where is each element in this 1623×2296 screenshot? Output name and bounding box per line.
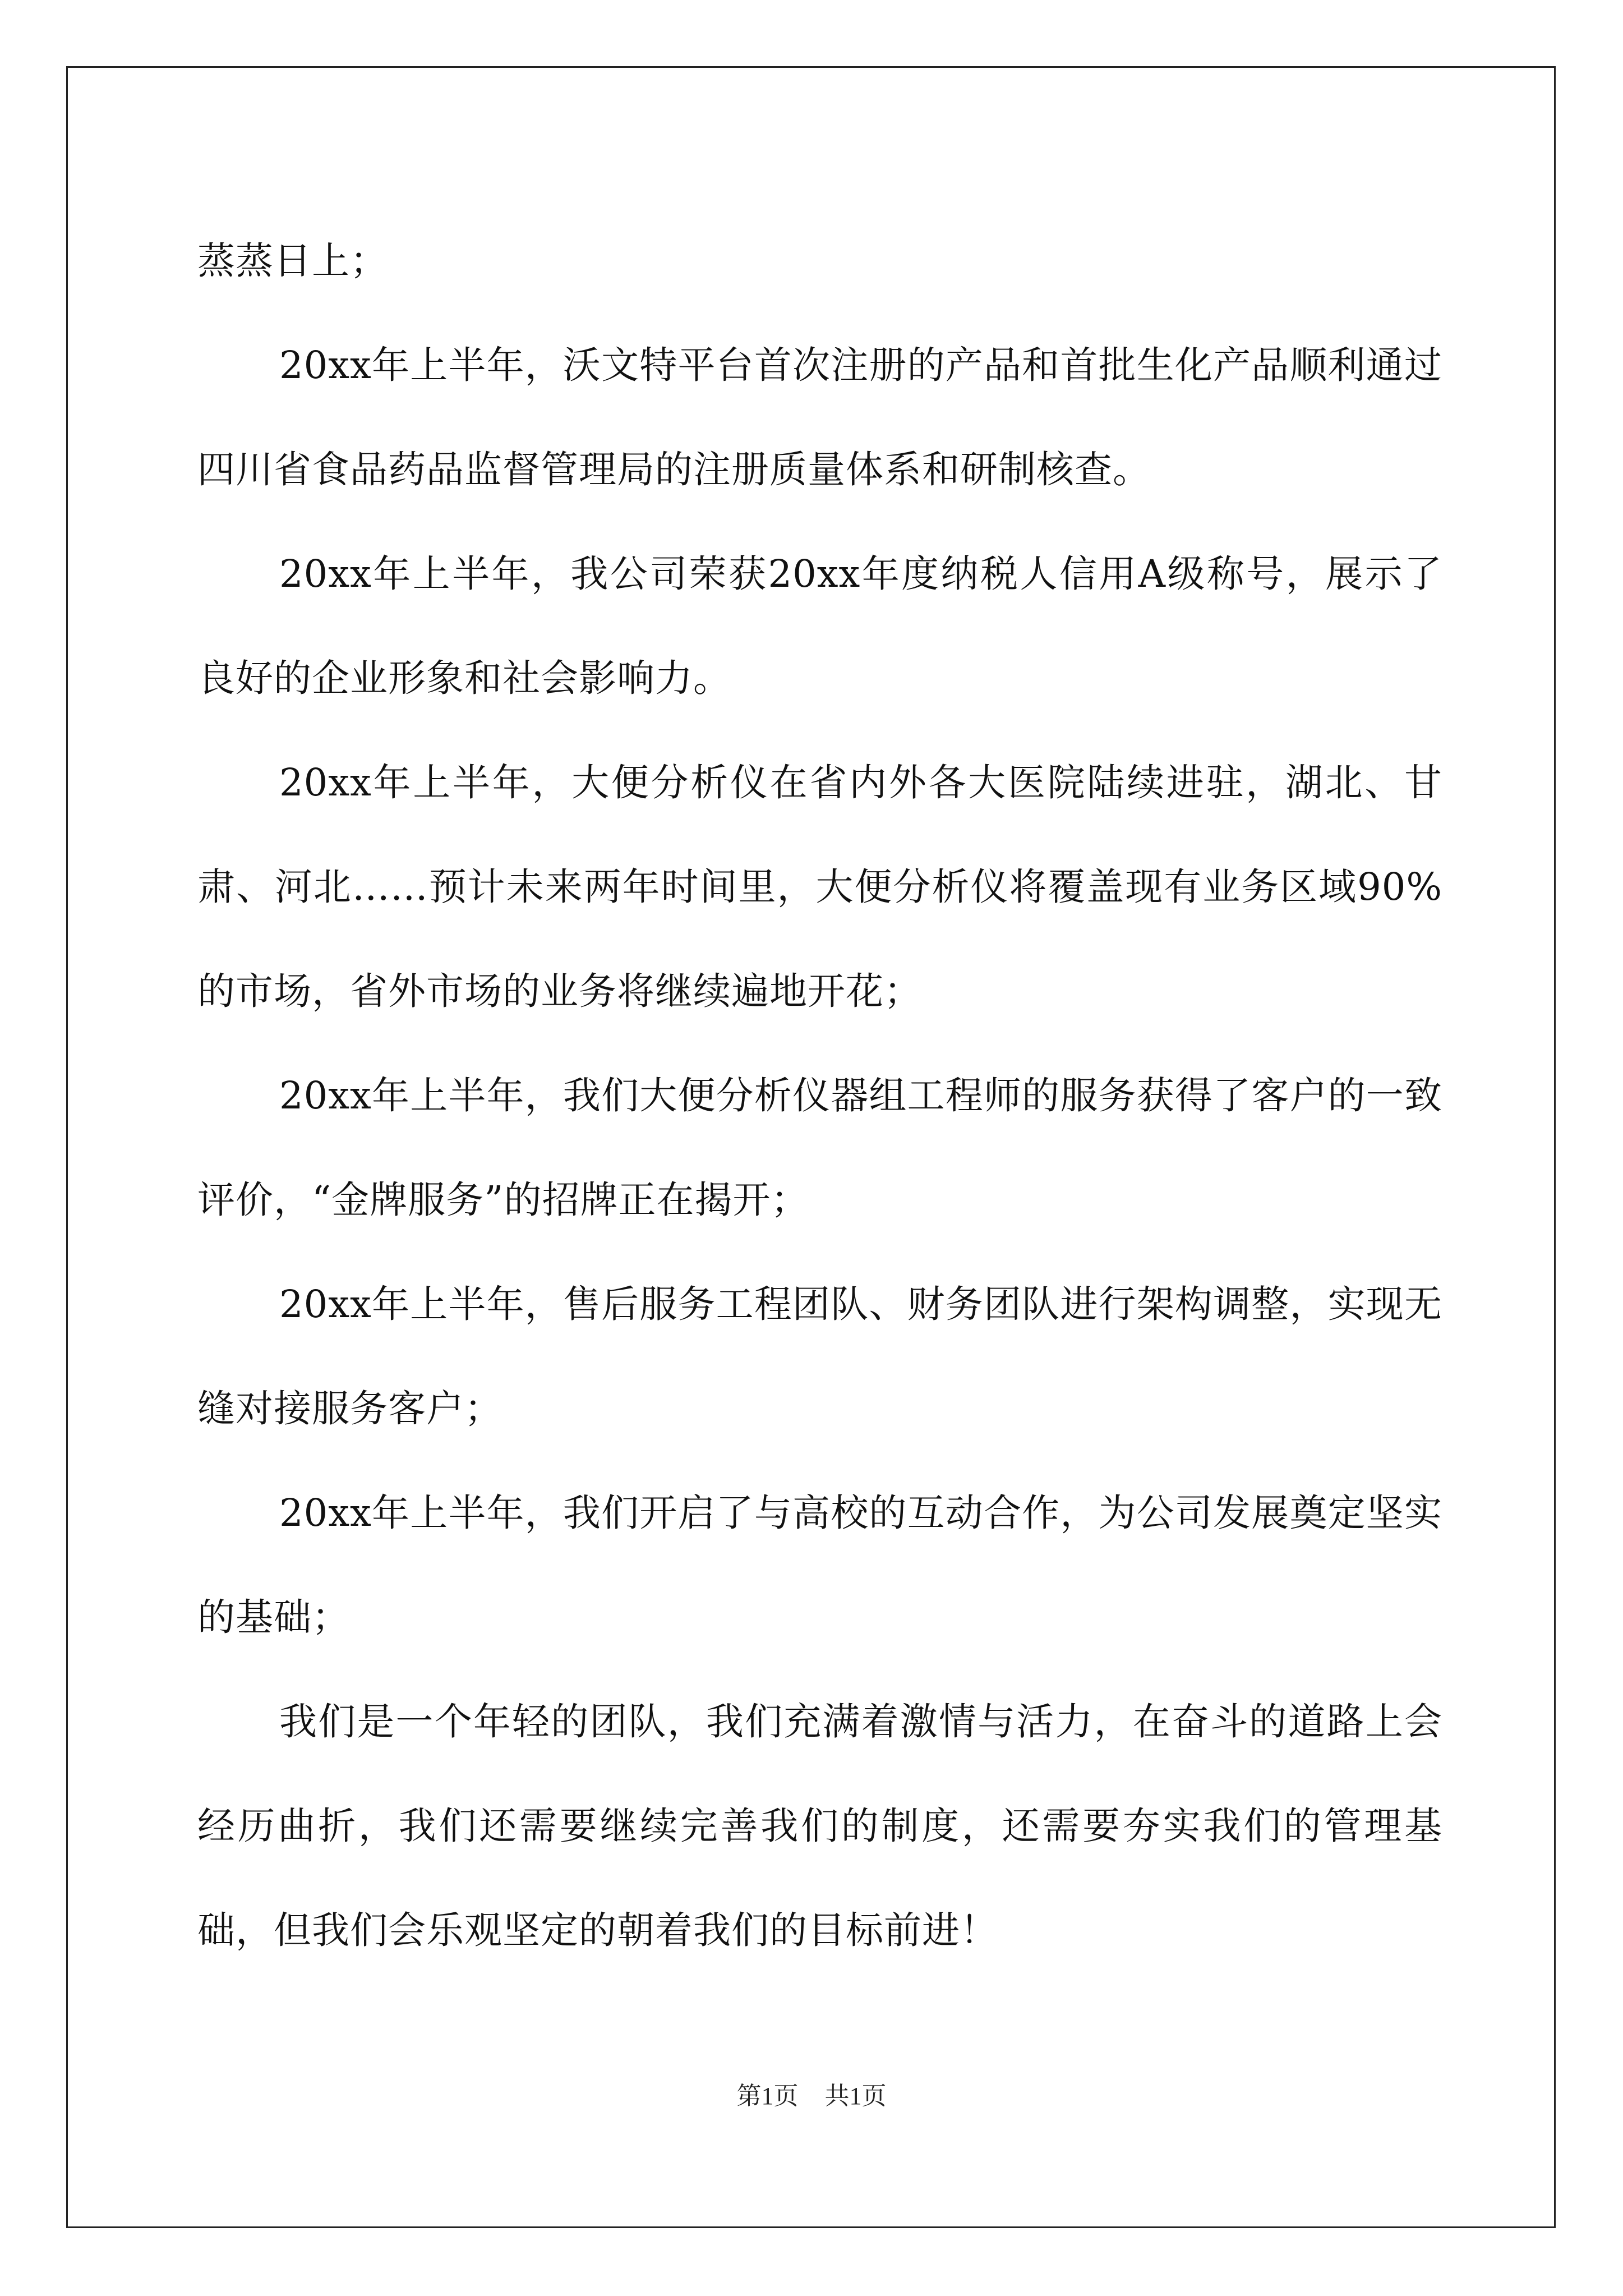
paragraph-4: 20xx年上半年，大便分析仪在省内外各大医院陆续进驻，湖北、甘肃、河北……预计未来两年时间里，大便分析仪将覆盖现有业务区域90%的市场，省外市场的业务将继续遍地开花； xyxy=(197,761,1442,1013)
paragraph-1: 蒸蒸日上； xyxy=(197,239,388,283)
page-number: 第1页 xyxy=(736,2082,799,2110)
paragraph-5: 20xx年上半年，我们大便分析仪器组工程师的服务获得了客户的一致评价，“金牌服务”的招牌正在揭开； xyxy=(197,1074,1442,1222)
paragraph-6: 20xx年上半年，售后服务工程团队、财务团队进行架构调整，实现无缝对接服务客户； xyxy=(197,1282,1442,1430)
page-footer xyxy=(0,2076,1623,2111)
page-total: 共1页 xyxy=(824,2082,887,2110)
paragraph-8: 我们是一个年轻的团队，我们充满着激情与活力，在奋斗的道路上会经历曲折，我们还需要继续完善我们的制度，还需要夯实我们的管理基础，但我们会乐观坚定的朝着我们的目标前进！ xyxy=(197,1700,1442,1952)
paragraph-7: 20xx年上半年，我们开启了与高校的互动合作，为公司发展奠定坚实的基础； xyxy=(197,1491,1442,1639)
document-body xyxy=(197,209,1442,1982)
paragraph-3: 20xx年上半年，我公司荣获20xx年度纳税人信用A级称号，展示了良好的企业形象和社会影响力。 xyxy=(197,552,1442,700)
paragraph-2: 20xx年上半年，沃文特平台首次注册的产品和首批生化产品顺利通过四川省食品药品监督管理局的注册质量体系和研制核查。 xyxy=(197,343,1442,491)
